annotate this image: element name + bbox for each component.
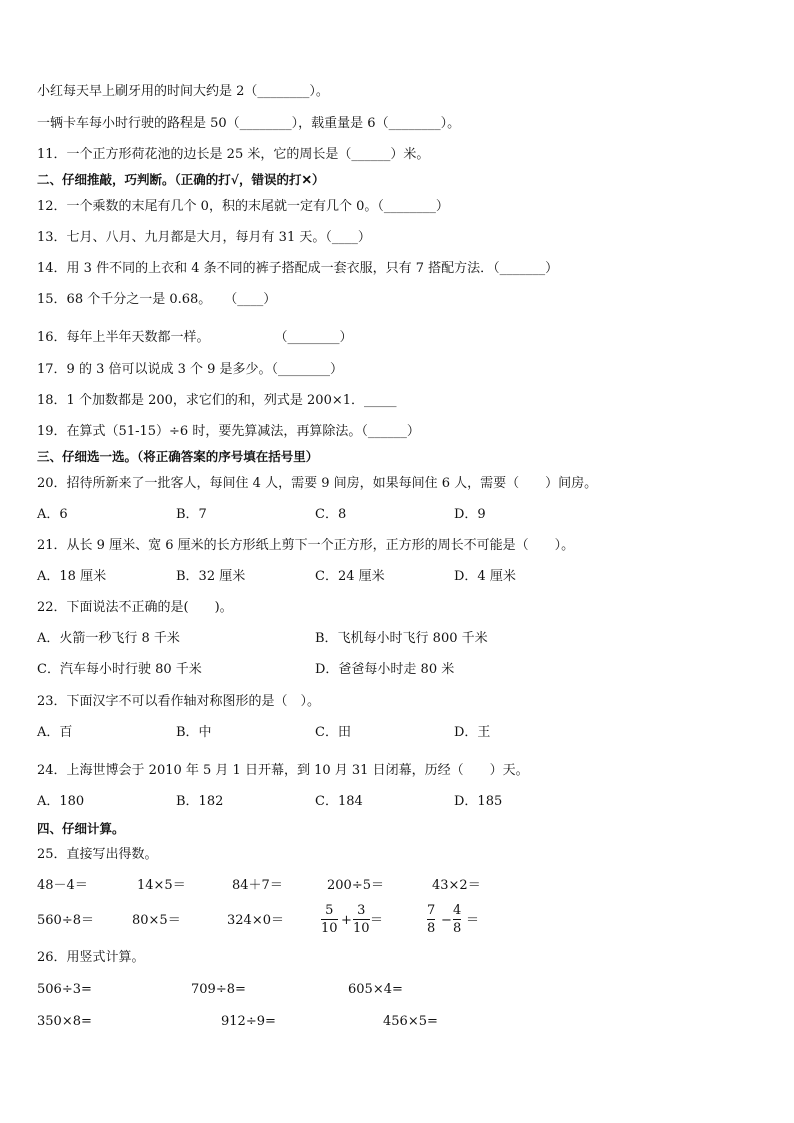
section-3-heading: 三、仔细选一选。（将正确答案的序号填在括号里）	[37, 449, 319, 464]
calc-item: 912÷9=	[221, 1014, 276, 1029]
question-16: 16．每年上半年天数都一样。 （________）	[37, 330, 353, 345]
option-q21-b: B．32 厘米	[176, 569, 246, 584]
question-18: 18．1 个加数都是 200，求它们的和，列式是 200×1．_____	[37, 393, 397, 408]
option-q21-c: C．24 厘米	[315, 569, 385, 584]
option-q22-b: B．飞机每小时飞行 800 千米	[315, 631, 488, 646]
calc-item: 80×5＝	[132, 913, 181, 928]
fraction-7-8: 7 8	[427, 903, 436, 936]
calc-item: 506÷3=	[37, 982, 92, 997]
section-4-heading: 四、仔细计算。	[37, 821, 125, 836]
equals-sign: ＝	[466, 913, 480, 928]
minus-sign: −	[441, 913, 452, 928]
question-12: 12．一个乘数的末尾有几个 0，积的末尾就一定有几个 0。（________）	[37, 199, 449, 214]
equals-sign: ＝	[370, 913, 384, 928]
fill-blank-truck: 一辆卡车每小时行驶的路程是 50（________），载重量是 6（________）。	[37, 116, 461, 131]
question-17: 17．9 的 3 倍可以说成 3 个 9 是多少。（________）	[37, 362, 344, 377]
calc-item: 605×4=	[348, 982, 403, 997]
calc-item: 84＋7＝	[232, 878, 283, 893]
question-26: 26．用竖式计算。	[37, 950, 145, 965]
calc-item: 14×5＝	[137, 878, 186, 893]
question-20: 20．招待所新来了一批客人，每间住 4 人，需要 9 间房，如果每间住 6 人，需要（ ）间房。	[37, 476, 598, 491]
option-q24-d: D．185	[454, 794, 503, 809]
option-q23-b: B．中	[176, 725, 212, 740]
option-q20-a: A．6	[37, 507, 68, 522]
option-q22-c: C．汽车每小时行驶 80 千米	[37, 662, 202, 677]
option-q24-c: C．184	[315, 794, 363, 809]
option-q21-a: A．18 厘米	[37, 569, 107, 584]
calc-item: 324×0＝	[227, 913, 284, 928]
option-q24-b: B．182	[176, 794, 224, 809]
question-22: 22．下面说法不正确的是( )。	[37, 600, 233, 615]
option-q22-a: A．火箭一秒飞行 8 千米	[37, 631, 180, 646]
fraction-3-10: 3 10	[353, 903, 370, 936]
option-q21-d: D．4 厘米	[454, 569, 516, 584]
option-q24-a: A．180	[37, 794, 85, 809]
option-q23-a: A．百	[37, 725, 73, 740]
question-19: 19．在算式（51-15）÷6 时，要先算减法，再算除法。（______）	[37, 424, 420, 439]
option-q23-c: C．田	[315, 725, 351, 740]
option-q20-c: C．8	[315, 507, 347, 522]
option-q20-b: B．7	[176, 507, 207, 522]
question-13: 13．七月、八月、九月都是大月，每月有 31 天。（____）	[37, 230, 371, 245]
question-24: 24．上海世博会于 2010 年 5 月 1 日开幕，到 10 月 31 日闭幕，历经（ ）天。	[37, 763, 529, 778]
question-15: 15．68 个千分之一是 0.68。 （____）	[37, 292, 277, 307]
calc-item: 200÷5＝	[327, 878, 384, 893]
question-25: 25．直接写出得数。	[37, 847, 158, 862]
calc-item: 43×2＝	[432, 878, 481, 893]
section-2-heading: 二、仔细推敲，巧判断。（正确的打√，错误的打✕）	[37, 172, 325, 187]
calc-item: 560÷8＝	[37, 913, 94, 928]
option-q22-d: D．爸爸每小时走 80 米	[315, 662, 455, 677]
question-14: 14．用 3 件不同的上衣和 4 条不同的裤子搭配成一套衣服，只有 7 搭配方法．（_______）	[37, 261, 559, 276]
calc-item: 48－4＝	[37, 878, 88, 893]
fraction-4-8: 4 8	[453, 903, 462, 936]
calc-item: 350×8=	[37, 1014, 92, 1029]
fraction-5-10: 5 10	[321, 903, 338, 936]
option-q23-d: D．王	[454, 725, 491, 740]
question-11: 11．一个正方形荷花池的边长是 25 米，它的周长是（______）米。	[37, 147, 430, 162]
calc-item: 456×5=	[383, 1014, 438, 1029]
question-23: 23．下面汉字不可以看作轴对称图形的是（ ）。	[37, 694, 321, 709]
plus-sign: +	[341, 913, 352, 928]
option-q20-d: D．9	[454, 507, 486, 522]
question-21: 21．从长 9 厘米、宽 6 厘米的长方形纸上剪下一个正方形，正方形的周长不可能是（ ）。	[37, 538, 575, 553]
fill-blank-brushing-time: 小红每天早上刷牙用的时间大约是 2（________）。	[37, 84, 329, 99]
calc-item: 709÷8=	[191, 982, 246, 997]
